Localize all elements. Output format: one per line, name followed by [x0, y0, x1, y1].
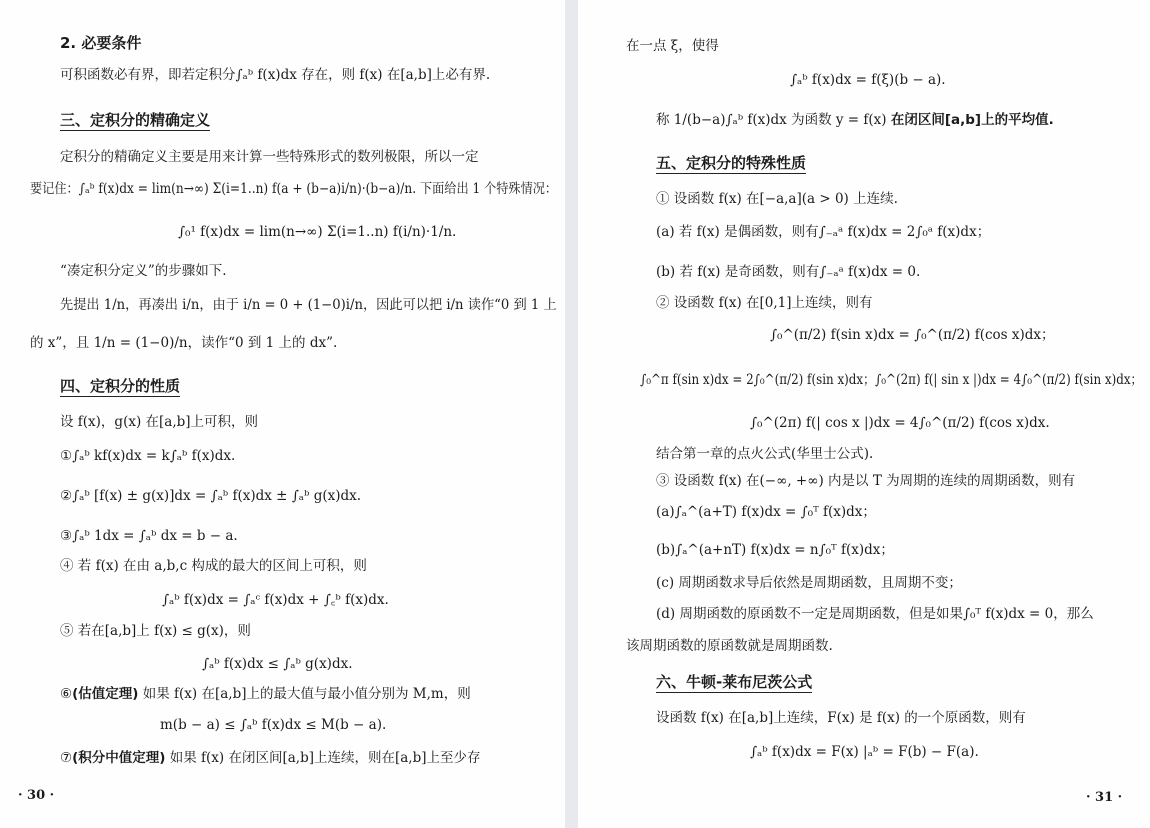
s3-paragraph-3: “凑定积分定义”的步骤如下. [60, 263, 227, 279]
s5-item-1a: (a) 若 f(x) 是偶函数，则有∫₋ₐᵃ f(x)dx = 2∫₀ᵃ f(x)dx； [656, 224, 991, 240]
page-left [0, 0, 565, 828]
s4-7-mark: ⑦ [60, 750, 73, 766]
heading-necessary-condition: 2. 必要条件 [60, 34, 142, 52]
s4-property-5-formula: ∫ₐᵇ f(x)dx ≤ ∫ₐᵇ g(x)dx. [202, 656, 353, 672]
section-title-5 [656, 153, 806, 173]
s4-property-1: ①∫ₐᵇ kf(x)dx = k∫ₐᵇ f(x)dx. [60, 448, 236, 464]
section-title-6 [656, 672, 812, 692]
section-title-4-text: 四、定积分的性质 [60, 377, 181, 395]
s5-item-2-formula-1: ∫₀^(π/2) f(sin x)dx = ∫₀^(π/2) f(cos x)dx； [770, 327, 1055, 343]
s5-item-2-formula-3: ∫₀^(2π) f(| cos x |)dx = 4∫₀^(π/2) f(cos x)dx. [750, 415, 1050, 431]
s5-item-3: ③ 设函数 f(x) 在(−∞, +∞) 内是以 T 为周期的连续的周期函数，则有 [656, 473, 1076, 489]
s5-note: 结合第一章的点火公式(华里士公式). [656, 446, 874, 462]
s5-item-3a: (a)∫ₐ^(a+T) f(x)dx = ∫₀ᵀ f(x)dx； [656, 504, 876, 520]
r-p2-text: 称 1/(b−a)∫ₐᵇ f(x)dx 为函数 y = f(x) [656, 112, 887, 128]
r-formula-1: ∫ₐᵇ f(x)dx = f(ξ)(b − a). [790, 72, 946, 88]
s4-property-4-formula: ∫ₐᵇ f(x)dx = ∫ₐᶜ f(x)dx + ∫꜀ᵇ f(x)dx. [162, 592, 389, 608]
s4-property-2: ②∫ₐᵇ [f(x) ± g(x)]dx = ∫ₐᵇ f(x)dx ± ∫ₐᵇ g(x)dx. [60, 488, 362, 504]
section-title-5-text: 五、定积分的特殊性质 [656, 154, 807, 172]
s5-item-1: ① 设函数 f(x) 在[−a,a](a > 0) 上连续. [656, 191, 898, 207]
s3-formula: ∫₀¹ f(x)dx = lim(n→∞) Σ(i=1..n) f(i/n)·1/n. [178, 224, 457, 240]
s3-paragraph-5: 的 x”，且 1/n = (1−0)/n，读作“0 到 1 上的 dx”. [30, 335, 338, 351]
s5-item-3d: (d) 周期函数的原函数不一定是周期函数，但是如果∫₀ᵀ f(x)dx = 0，那么 [656, 606, 1094, 622]
s5-item-2-formula-2: ∫₀^π f(sin x)dx = 2∫₀^(π/2) f(sin x)dx；∫₀^(2π) f(| sin x |)dx = 4∫₀^(π/2) f(sin x)dx； [640, 372, 1143, 388]
page-number-right: · 31 · [1086, 790, 1123, 805]
s4-intro: 设 f(x)，g(x) 在[a,b]上可积，则 [60, 414, 259, 430]
s4-6-mark: ⑥ [60, 686, 73, 702]
s4-7-text: 如果 f(x) 在闭区间[a,b]上连续，则在[a,b]上至少存 [169, 750, 481, 766]
page-gutter [565, 0, 578, 828]
r-paragraph-1: 在一点 ξ，使得 [626, 38, 719, 54]
s6-paragraph-1: 设函数 f(x) 在[a,b]上连续，F(x) 是 f(x) 的一个原函数，则有 [656, 710, 1026, 726]
section-title-6-text: 六、牛顿-莱布尼茨公式 [656, 673, 813, 691]
r-paragraph-2 [656, 110, 1054, 130]
s5-item-3c: (c) 周期函数求导后依然是周期函数，且周期不变； [656, 575, 962, 591]
page-right [578, 0, 1150, 828]
s4-7-bold: (积分中值定理) [72, 750, 166, 766]
section-title-4 [60, 376, 180, 396]
s5-item-3e: 该周期函数的原函数就是周期函数. [626, 638, 833, 654]
s3-paragraph-4: 先提出 1/n，再凑出 i/n，由于 i/n = 0 + (1−0)i/n，因此可以把 i/n 读作“0 到 1 上 [60, 297, 557, 313]
s3-paragraph-2: 要记住：∫ₐᵇ f(x)dx = lim(n→∞) Σ(i=1..n) f(a + (b−a)i/n)·(b−a)/n. 下面给出 1 个特殊情况： [30, 181, 558, 197]
r-p2-bold: 在闭区间[a,b]上的平均值. [890, 112, 1054, 128]
page-number-left: · 30 · [18, 788, 55, 803]
s6-formula: ∫ₐᵇ f(x)dx = F(x) |ₐᵇ = F(b) − F(a). [750, 744, 979, 760]
s4-property-6 [60, 684, 471, 704]
s4-6-bold: (估值定理) [72, 686, 139, 702]
text-bounded: 可积函数必有界，即若定积分∫ₐᵇ f(x)dx 存在，则 f(x) 在[a,b]上必有界. [60, 67, 491, 83]
s4-property-3: ③∫ₐᵇ 1dx = ∫ₐᵇ dx = b − a. [60, 528, 238, 544]
section-title-3-text: 三、定积分的精确定义 [60, 111, 211, 129]
s5-item-3b: (b)∫ₐ^(a+nT) f(x)dx = n∫₀ᵀ f(x)dx； [656, 542, 894, 558]
s5-item-1b: (b) 若 f(x) 是奇函数，则有∫₋ₐᵃ f(x)dx = 0. [656, 264, 921, 280]
s4-property-7 [60, 748, 481, 768]
s4-property-5: ⑤ 若在[a,b]上 f(x) ≤ g(x)，则 [60, 623, 251, 639]
s5-item-2: ② 设函数 f(x) 在[0,1]上连续，则有 [656, 295, 873, 311]
s4-property-6-formula: m(b − a) ≤ ∫ₐᵇ f(x)dx ≤ M(b − a). [160, 717, 387, 733]
s4-property-4: ④ 若 f(x) 在由 a,b,c 构成的最大的区间上可积，则 [60, 558, 367, 574]
s3-paragraph-1: 定积分的精确定义主要是用来计算一些特殊形式的数列极限，所以一定 [60, 149, 479, 165]
section-title-3 [60, 110, 210, 130]
s4-6-text: 如果 f(x) 在[a,b]上的最大值与最小值分别为 M,m，则 [142, 686, 471, 702]
